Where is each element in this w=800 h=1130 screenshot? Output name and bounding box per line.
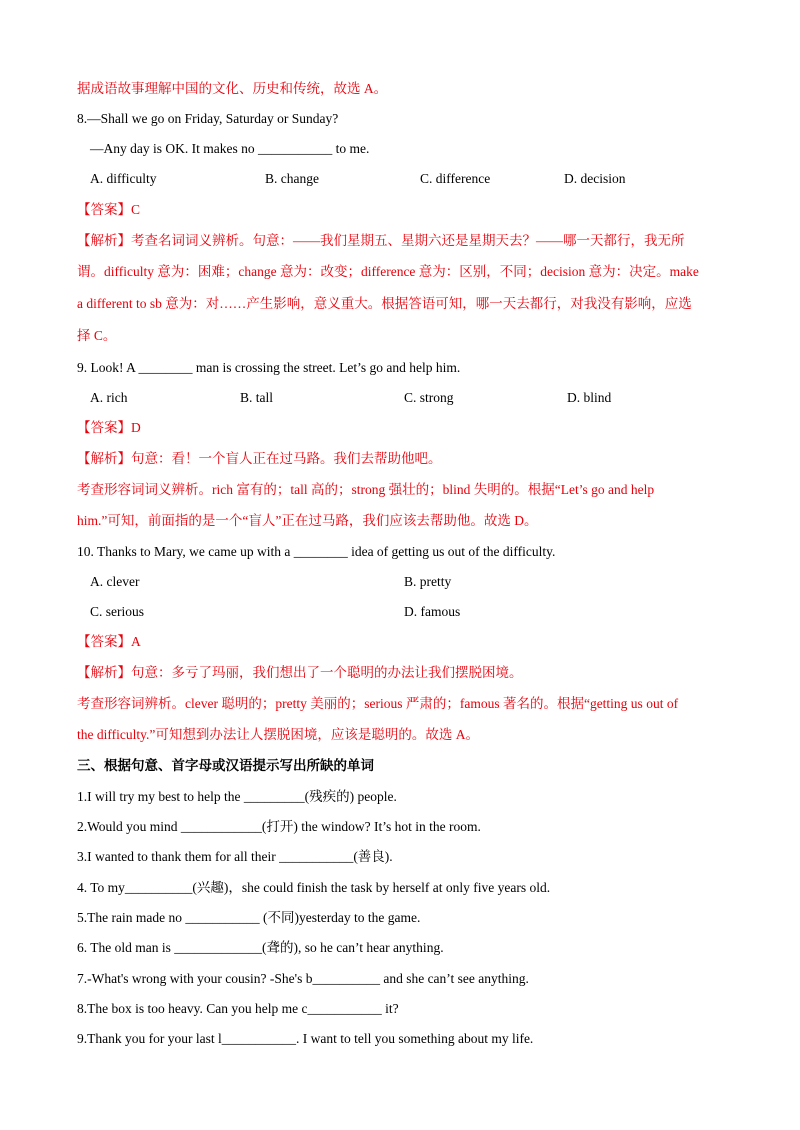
q8-analysis-line: 【解析】考查名词词义辨析。句意：——我们星期五、星期六还是星期天去？——哪一天都行，我无所 xyxy=(77,233,685,248)
q10-option-a: A. clever xyxy=(90,574,140,589)
fill-in-item: 8.The box is too heavy. Can you help me c___________ it? xyxy=(77,1001,399,1016)
q10-analysis-line: 【解析】句意：多亏了玛丽，我们想出了一个聪明的办法让我们摆脱困境。 xyxy=(77,665,523,680)
fill-in-item: 3.I wanted to thank them for all their ___________(善良). xyxy=(77,849,393,864)
q10-analysis-line: 考查形容词辨析。clever 聪明的；pretty 美丽的；serious 严肃的；famous 著名的。根据“getting us out of xyxy=(77,696,679,711)
q8-option-c: C. difference xyxy=(420,171,491,186)
q9-option-c: C. strong xyxy=(404,390,454,405)
q9-analysis-line: him.”可知，前面指的是一个“盲人”正在过马路，我们应该去帮助他。故选 D。 xyxy=(77,513,538,528)
q10-option-b: B. pretty xyxy=(404,574,452,589)
section-heading: 三、根据句意、首字母或汉语提示写出所缺的单词 xyxy=(77,758,374,773)
q9-analysis-line: 考查形容词词义辨析。rich 富有的；tall 高的；strong 强壮的；blind 失明的。根据“Let’s go and help xyxy=(77,482,655,497)
q9-option-a: A. rich xyxy=(90,390,128,405)
q9-analysis-line: 【解析】句意：看！一个盲人正在过马路。我们去帮助他吧。 xyxy=(77,451,442,466)
q8-analysis-line: a different to sb 意为：对……产生影响，意义重大。根据答语可知，哪一天去都行，对我没有影响，应选 xyxy=(77,296,692,311)
fill-in-item: 2.Would you mind ____________(打开) the window? It’s hot in the room. xyxy=(77,819,481,834)
fill-in-item: 9.Thank you for your last l___________. I want to tell you something about my life. xyxy=(77,1031,534,1046)
fill-in-item: 1.I will try my best to help the _________(残疾的) people. xyxy=(77,789,397,804)
fill-in-item: 7.-What's wrong with your cousin? -She's b__________ and she can’t see anything. xyxy=(77,971,529,986)
q8-option-d: D. decision xyxy=(564,171,626,186)
q8-stem: 8.—Shall we go on Friday, Saturday or Sunday? xyxy=(77,111,339,126)
fill-in-item: 6. The old man is _____________(聋的), so he can’t hear anything. xyxy=(77,940,444,955)
q10-option-c: C. serious xyxy=(90,604,144,619)
q8-answer: 【答案】C xyxy=(77,202,141,217)
q9-option-d: D. blind xyxy=(567,390,612,405)
q8-option-a: A. difficulty xyxy=(90,171,157,186)
fill-in-item: 4. To my__________(兴趣)，she could finish the task by herself at only five years old. xyxy=(77,880,551,895)
intro-explanation: 据成语故事理解中国的文化、历史和传统，故选 A。 xyxy=(77,81,388,96)
q10-stem: 10. Thanks to Mary, we came up with a ________ idea of getting us out of the difficulty. xyxy=(77,544,556,559)
q10-answer: 【答案】A xyxy=(77,634,141,649)
q8-stem-reply: —Any day is OK. It makes no ___________ to me. xyxy=(90,141,370,156)
q9-option-b: B. tall xyxy=(240,390,273,405)
q8-analysis-line: 择 C。 xyxy=(77,328,117,343)
fill-in-item: 5.The rain made no ___________ (不同)yesterday to the game. xyxy=(77,910,421,925)
q10-analysis-line: the difficulty.”可知想到办法让人摆脱困境，应该是聪明的。故选 A。 xyxy=(77,727,479,742)
q9-answer: 【答案】D xyxy=(77,420,141,435)
q10-option-d: D. famous xyxy=(404,604,461,619)
q8-option-b: B. change xyxy=(265,171,319,186)
q8-analysis-line: 谓。difficulty 意为：困难；change 意为：改变；difference 意为：区别，不同；decision 意为：决定。make xyxy=(77,264,699,279)
q9-stem: 9. Look! A ________ man is crossing the street. Let’s go and help him. xyxy=(77,360,461,375)
